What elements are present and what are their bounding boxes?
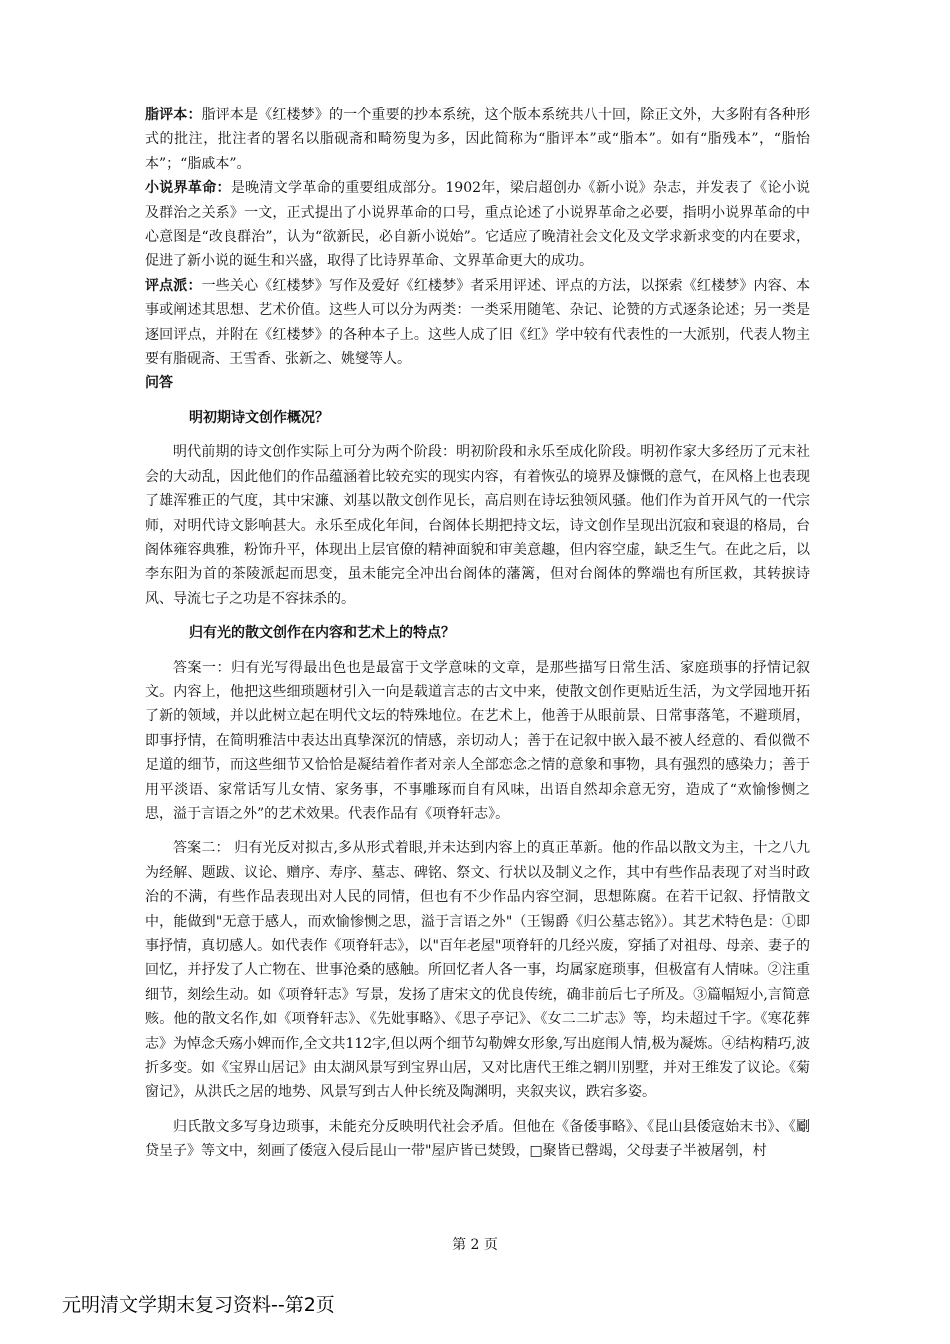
question-heading: 归有光的散文创作在内容和艺术上的特点？ [189, 625, 455, 642]
answer-paragraph: 归氏散文多写身边琐事，未能充分反映明代社会矛盾。但他在《备倭事略》、《昆山县倭寇始末书》、《劚贷呈子》等文中，刻画了倭寇入侵后昆山一带"屋庐皆已焚毁，□聚皆已罄竭，父母妻子半被屠刳，村 [145, 1118, 810, 1160]
definition-text: 是晚清文学革命的重要组成部分。1902年，梁启超创办《新小说》杂志，并发表了《论小说及群治之关系》一文，正式提出了小说界革命的口号，重点论述了小说界革命之必要，指明小说界革命的中心意图是“改良群治”，认为“欲新民，必自新小说始”。它适应了晚清社会文化及文学求新求变的内在要求，促进了新小说的诞生和兴盛，取得了比诗界革命、文界革命更大的成功。 [145, 180, 810, 270]
page-number: 第 2 页 [452, 1237, 498, 1253]
document-footer-title: 元明清文学期末复习资料--第2页 [62, 1294, 335, 1316]
definition-text: 脂评本是《红楼梦》的一个重要的抄本系统，这个版本系统共八十回，除正文外，大多附有各种形式的批注，批注者的署名以脂砚斋和畸笏叟为多，因此简称为“脂评本”或“脂本”。如有“脂残本”，“脂怡本”；“脂戚本”。 [145, 107, 810, 172]
section-heading-qa: 问答 [145, 375, 173, 392]
definition-xiaoshuojie-geming [145, 176, 810, 274]
question-heading: 明初期诗文创作概况？ [189, 409, 329, 426]
definition-pingdianpai [145, 274, 810, 372]
definition-zhipingben [145, 103, 810, 176]
answer-paragraph: 答案一：归有光写得最出色也是最富于文学意味的文章，是那些描写日常生活、家庭琐事的抒情记叙文。内容上，他把这些细琐题材引入一向是载道言志的古文中来，使散文创作更贴近生活，为文学园地开拓了新的领域，并以此树立起在明代文坛的特殊地位。在艺术上，他善于从眼前景、日常事落笔，不避琐屑，即事抒情，在简明雅洁中表达出真挚深沉的情感，亲切动人；善于在记叙中嵌入最不被人经意的、看似微不足道的细节，而这些细节又恰恰是凝结着作者对亲人全部恋念之情的意象和事物，具有强烈的感染力；善于用平淡语、家常话写儿女情、家务事，不事雕琢而自有风味，出语自然却余意无穷，造成了“欢愉惨恻之思，溢于言语之外”的艺术效果。代表作品有《项脊轩志》。 [145, 659, 810, 822]
answer-paragraph: 明代前期的诗文创作实际上可分为两个阶段：明初阶段和永乐至成化阶段。明初作家大多经历了元末社会的大动乱，因此他们的作品蕴涵着比较充实的现实内容，有着恢弘的境界及慷慨的意气，在风格上也表现了雄浑雅正的气度，其中宋濂、刘基以散文创作见长，高启则在诗坛独领风骚。他们作为首开风气的一代宗师，对明代诗文影响甚大。永乐至成化年间，台阁体长期把持文坛，诗文创作呈现出沉寂和衰退的格局，台阁体雍容典雅，粉饰升平，体现出上层官僚的精神面貌和审美意趣，但内容空虚，缺乏生气。在此之后，以李东阳为首的茶陵派起而思变，虽未能完全冲出台阁体的藩篱，但对台阁体的弊端也有所匡救，其转捩诗风、导流七子之功是不容抹杀的。 [145, 444, 810, 607]
definition-term: 脂评本： [145, 107, 202, 123]
page-body [145, 103, 810, 1174]
answer-paragraph: 答案二： 归有光反对拟古,多从形式着眼,并未达到内容上的真正革新。他的作品以散文为主，十之八九为经解、题跋、议论、赠序、寿序、墓志、碑铭、祭文、行状以及制义之作，其中有些作品表现了对当时政治的不满，有些作品表现出对人民的同情，但也有不少作品内容空洞，思想陈腐。在若干记叙、抒情散文中，能做到"无意于感人，而欢愉惨恻之思，溢于言语之外"（王锡爵《归公墓志铭》）。其艺术特色是：①即事抒情，真切感人。如代表作《项脊轩志》，以"百年老屋"项脊轩的几经兴废，穿插了对祖母、母亲、妻子的回忆，并抒发了人亡物在、世事沧桑的感触。所回忆者人各一事，均属家庭琐事，但极富有人情味。②注重细节，刻绘生动。如《项脊轩志》写景，发扬了唐宋文的优良传统，确非前后七子所及。③篇幅短小,言简意赅。他的散文名作,如《项脊轩志》、《先妣事略》、《思子亭记》、《女二二圹志》等，均未超过千字。《寒花葬志》为悼念夭殇小婢而作,全文共112字,但以两个细节勾勒婢女形象,写出庭闱人情,极为凝炼。④结构精巧,波折多变。如《宝界山居记》由太湖风景写到宝界山居，又对比唐代王维之辋川别墅，并对王维发了议论。《菊窗记》，从洪氏之居的地势、风景写到古人仲长统及陶渊明，夹叙夹议，跌宕多姿。 [145, 840, 810, 1101]
definition-text: 一些关心《红楼梦》写作及爱好《红楼梦》者采用评述、评点的方法，以探索《红楼梦》内容、本事或阐述其思想、艺术价值。这些人可以分为两类：一类采用随笔、杂记、论赞的方式逐条论述；另一类是逐回评点，并附在《红楼梦》的各种本子上。这些人成了旧《红》学中较有代表性的一大派别，代表人物主要有脂砚斋、王雪香、张新之、姚燮等人。 [145, 277, 810, 368]
definition-term: 评点派： [145, 277, 202, 294]
definition-term: 小说界革命： [145, 180, 231, 197]
